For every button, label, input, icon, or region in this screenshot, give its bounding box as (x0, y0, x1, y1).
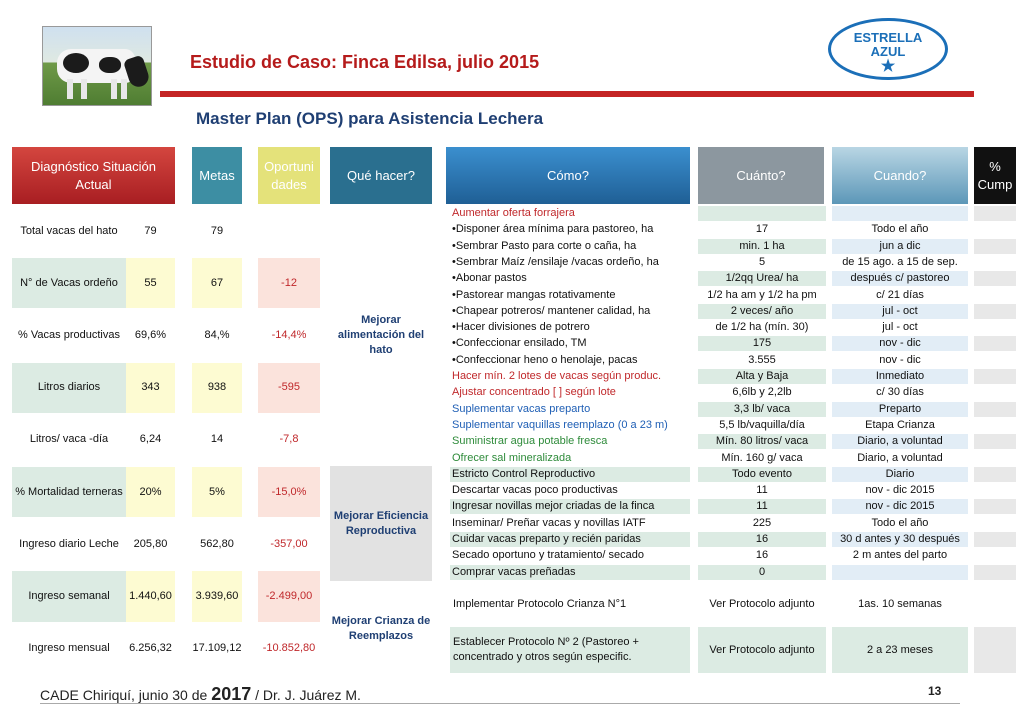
action-row (450, 304, 988, 320)
action-como: Suplementar vaquillas reemplazo (0 a 23 m) (450, 418, 690, 433)
action-cuanto: 17 (698, 222, 826, 237)
diagnostic-label: Litros diarios (12, 363, 126, 413)
logo-text-top: ESTRELLA (853, 30, 923, 45)
crianza-cuanto: Ver Protocolo adjunto (698, 583, 826, 625)
action-cump (974, 499, 1016, 514)
action-cump (974, 369, 1016, 384)
diagnostic-meta: 5% (192, 467, 242, 517)
action-cuando: de 15 ago. a 15 de sep. (832, 255, 968, 270)
action-row (450, 222, 988, 238)
cow-photo (42, 26, 152, 106)
diagnostic-actual: 79 (126, 206, 175, 256)
action-cuando: Todo el año (832, 222, 968, 237)
diagnostic-label: N° de Vacas ordeño (12, 258, 126, 308)
diagnostic-oportunidad: -15,0% (258, 467, 320, 517)
diagnostic-label: Ingreso diario Leche (12, 519, 126, 569)
action-row (450, 288, 988, 304)
diagnostic-oportunidad: -14,4% (258, 310, 320, 360)
col-header-oportunidades: Oportuni dades (258, 147, 320, 204)
action-cuanto: Mín. 80 litros/ vaca (698, 434, 826, 449)
diagnostic-oportunidad: -12 (258, 258, 320, 308)
action-cump (974, 304, 1016, 319)
action-row (450, 499, 988, 515)
action-cuando: nov - dic 2015 (832, 499, 968, 514)
action-row (450, 353, 988, 369)
action-cuanto: 5 (698, 255, 826, 270)
action-como: Aumentar oferta forrajera (450, 206, 690, 221)
col-header-como: Cómo? (446, 147, 690, 204)
group-crianza: Mejorar Crianza de Reemplazos (330, 583, 432, 674)
action-como: Estricto Control Reproductivo (450, 467, 690, 482)
action-cuanto: 2 veces/ año (698, 304, 826, 319)
col-header-cuando: Cuando? (832, 147, 968, 204)
diagnostic-actual: 55 (126, 258, 175, 308)
diagnostic-label: % Vacas productivas (12, 310, 126, 360)
crianza-cuando: 2 a 23 meses (832, 627, 968, 673)
action-row (450, 565, 988, 581)
diagnostic-oportunidad: -595 (258, 363, 320, 413)
action-cump (974, 516, 1016, 531)
action-como: Inseminar/ Preñar vacas y novillas IATF (450, 516, 690, 531)
action-como: Secado oportuno y tratamiento/ secado (450, 548, 690, 563)
crianza-cump (974, 583, 1016, 625)
action-cump (974, 288, 1016, 303)
footer-year: 2017 (211, 684, 252, 704)
action-como: Suplementar vacas preparto (450, 402, 690, 417)
action-como: •Pastorear mangas rotativamente (450, 288, 690, 303)
crianza-como: Implementar Protocolo Crianza N°1 (450, 583, 690, 625)
star-icon: ★ (880, 58, 896, 75)
page-subtitle: Master Plan (OPS) para Asistencia Lechera (196, 109, 544, 128)
action-row (450, 255, 988, 271)
action-row (450, 483, 988, 499)
action-cuanto: min. 1 ha (698, 239, 826, 254)
crianza-cuanto: Ver Protocolo adjunto (698, 627, 826, 673)
action-cump (974, 385, 1016, 400)
action-cuando: nov - dic 2015 (832, 483, 968, 498)
action-cump (974, 565, 1016, 580)
action-cump (974, 418, 1016, 433)
action-cuando: c/ 30 días (832, 385, 968, 400)
cow-illustration (57, 49, 135, 83)
action-cump (974, 548, 1016, 563)
action-como: Ofrecer sal mineralizada (450, 451, 690, 466)
action-como: •Confeccionar heno o henolaje, pacas (450, 353, 690, 368)
action-cump (974, 255, 1016, 270)
action-cuanto: 3.555 (698, 353, 826, 368)
diagnostic-meta: 84,% (192, 310, 242, 360)
col-header-metas: Metas (192, 147, 242, 204)
action-cuanto: 6,6lb y 2,2lb (698, 385, 826, 400)
crianza-cump (974, 627, 1016, 673)
action-como: •Disponer área mínima para pastoreo, ha (450, 222, 690, 237)
action-como: Suministrar agua potable fresca (450, 434, 690, 449)
col-header-cuanto: Cuánto? (698, 147, 824, 204)
crianza-cuando: 1as. 10 semanas (832, 583, 968, 625)
group-alimentacion: Mejorar alimentación del hato (330, 206, 432, 464)
action-cuanto: Alta y Baja (698, 369, 826, 384)
action-cump (974, 532, 1016, 547)
action-como: •Confeccionar ensilado, TM (450, 336, 690, 351)
action-cuanto: 0 (698, 565, 826, 580)
action-como: •Abonar pastos (450, 271, 690, 286)
footer-credit (40, 684, 361, 705)
diagnostic-actual: 6,24 (126, 415, 175, 465)
diagnostic-oportunidad: -10.852,80 (258, 624, 320, 674)
diagnostic-actual: 6.256,32 (126, 624, 175, 674)
action-row (450, 369, 988, 385)
action-cuando: Preparto (832, 402, 968, 417)
action-cuanto: 11 (698, 483, 826, 498)
action-cuanto: 225 (698, 516, 826, 531)
action-cuando: 2 m antes del parto (832, 548, 968, 563)
action-cuanto: de 1/2 ha (mín. 30) (698, 320, 826, 335)
action-cuando: después c/ pastoreo (832, 271, 968, 286)
action-row (450, 320, 988, 336)
action-cuando: Diario, a voluntad (832, 451, 968, 466)
action-cuanto: 11 (698, 499, 826, 514)
col-header-cump: % Cump (974, 147, 1016, 204)
action-cump (974, 336, 1016, 351)
action-cump (974, 222, 1016, 237)
action-cuando: jul - oct (832, 320, 968, 335)
diagnostic-meta: 79 (192, 206, 242, 256)
action-cuanto: 175 (698, 336, 826, 351)
diagnostic-meta: 67 (192, 258, 242, 308)
footer-text-a: CADE Chiriquí, junio 30 de (40, 687, 212, 703)
action-cuanto: 16 (698, 532, 826, 547)
action-cuando: Etapa Crianza (832, 418, 968, 433)
action-cuanto: 16 (698, 548, 826, 563)
col-header-que: Qué hacer? (330, 147, 432, 204)
action-row (450, 418, 988, 434)
action-cuanto (698, 206, 826, 221)
diagnostic-meta: 562,80 (192, 519, 242, 569)
diagnostic-label: % Mortalidad terneras (12, 467, 126, 517)
action-como: •Hacer divisiones de potrero (450, 320, 690, 335)
action-cuando (832, 565, 968, 580)
action-como: •Sembrar Pasto para corte o caña, ha (450, 239, 690, 254)
action-cump (974, 451, 1016, 466)
action-cump (974, 239, 1016, 254)
footer-text-b: / Dr. J. Juárez M. (251, 687, 361, 703)
action-cuanto: 1/2qq Urea/ ha (698, 271, 826, 286)
action-como: Ingresar novillas mejor criadas de la finca (450, 499, 690, 514)
action-cump (974, 353, 1016, 368)
diagnostic-actual: 343 (126, 363, 175, 413)
title-divider (160, 91, 974, 97)
action-cuando (832, 206, 968, 221)
action-cuanto: Todo evento (698, 467, 826, 482)
action-como: Ajustar concentrado [ ] según lote (450, 385, 690, 400)
action-row (450, 451, 988, 467)
page-number: 13 (928, 684, 942, 698)
diagnostic-oportunidad: -7,8 (258, 415, 320, 465)
action-row (450, 239, 988, 255)
action-cuando: Todo el año (832, 516, 968, 531)
diagnostic-actual: 1.440,60 (126, 571, 175, 621)
action-cuando: jun a dic (832, 239, 968, 254)
diagnostic-meta: 17.109,12 (192, 624, 242, 674)
action-row (450, 271, 988, 287)
diagnostic-label: Ingreso mensual (12, 624, 126, 674)
crianza-como: Establecer Protocolo Nº 2 (Pastoreo + concentrado y otros según especific. (450, 627, 690, 673)
action-como: •Sembrar Maíz /ensilaje /vacas ordeño, ha (450, 255, 690, 270)
action-cump (974, 271, 1016, 286)
action-cuanto: Mín. 160 g/ vaca (698, 451, 826, 466)
action-row (450, 385, 988, 401)
action-cuanto: 3,3 lb/ vaca (698, 402, 826, 417)
action-como: Hacer mín. 2 lotes de vacas según produc. (450, 369, 690, 384)
page-title: Estudio de Caso: Finca Edilsa, julio 2015 (190, 52, 540, 72)
action-row (450, 206, 988, 222)
action-row (450, 402, 988, 418)
diagnostic-label: Total vacas del hato (12, 206, 126, 256)
action-cuando: Diario, a voluntad (832, 434, 968, 449)
diagnostic-label: Ingreso semanal (12, 571, 126, 621)
action-como: •Chapear potreros/ mantener calidad, ha (450, 304, 690, 319)
logo-text-bottom: AZUL (870, 44, 906, 59)
action-cuando: jul - oct (832, 304, 968, 319)
diagnostic-meta: 938 (192, 363, 242, 413)
action-cuando: nov - dic (832, 353, 968, 368)
diagnostic-label: Litros/ vaca -día (12, 415, 126, 465)
action-cuando: Diario (832, 467, 968, 482)
action-como: Descartar vacas poco productivas (450, 483, 690, 498)
col-header-diagnostico: Diagnóstico Situación Actual (12, 147, 175, 204)
brand-logo (828, 18, 948, 80)
diagnostic-meta: 3.939,60 (192, 571, 242, 621)
action-cuando: 30 d antes y 30 después (832, 532, 968, 547)
diagnostic-oportunidad (258, 206, 320, 256)
action-row (450, 548, 988, 564)
action-row (450, 467, 988, 483)
group-reproductiva: Mejorar Eficiencia Reproductiva (330, 466, 432, 581)
action-row (450, 434, 988, 450)
action-cump (974, 320, 1016, 335)
action-cuando: Inmediato (832, 369, 968, 384)
action-cuando: c/ 21 días (832, 288, 968, 303)
action-como: Cuidar vacas preparto y recién paridas (450, 532, 690, 547)
action-como: Comprar vacas preñadas (450, 565, 690, 580)
action-cump (974, 483, 1016, 498)
action-cuanto: 5,5 lb/vaquilla/día (698, 418, 826, 433)
diagnostic-actual: 205,80 (126, 519, 175, 569)
diagnostic-actual: 69,6% (126, 310, 175, 360)
diagnostic-meta: 14 (192, 415, 242, 465)
action-cuando: nov - dic (832, 336, 968, 351)
diagnostic-oportunidad: -2.499,00 (258, 571, 320, 621)
action-row (450, 516, 988, 532)
action-cump (974, 206, 1016, 221)
action-cuanto: 1/2 ha am y 1/2 ha pm (698, 288, 826, 303)
action-row (450, 336, 988, 352)
action-cump (974, 402, 1016, 417)
diagnostic-actual: 20% (126, 467, 175, 517)
action-row (450, 532, 988, 548)
action-cump (974, 434, 1016, 449)
diagnostic-oportunidad: -357,00 (258, 519, 320, 569)
action-cump (974, 467, 1016, 482)
